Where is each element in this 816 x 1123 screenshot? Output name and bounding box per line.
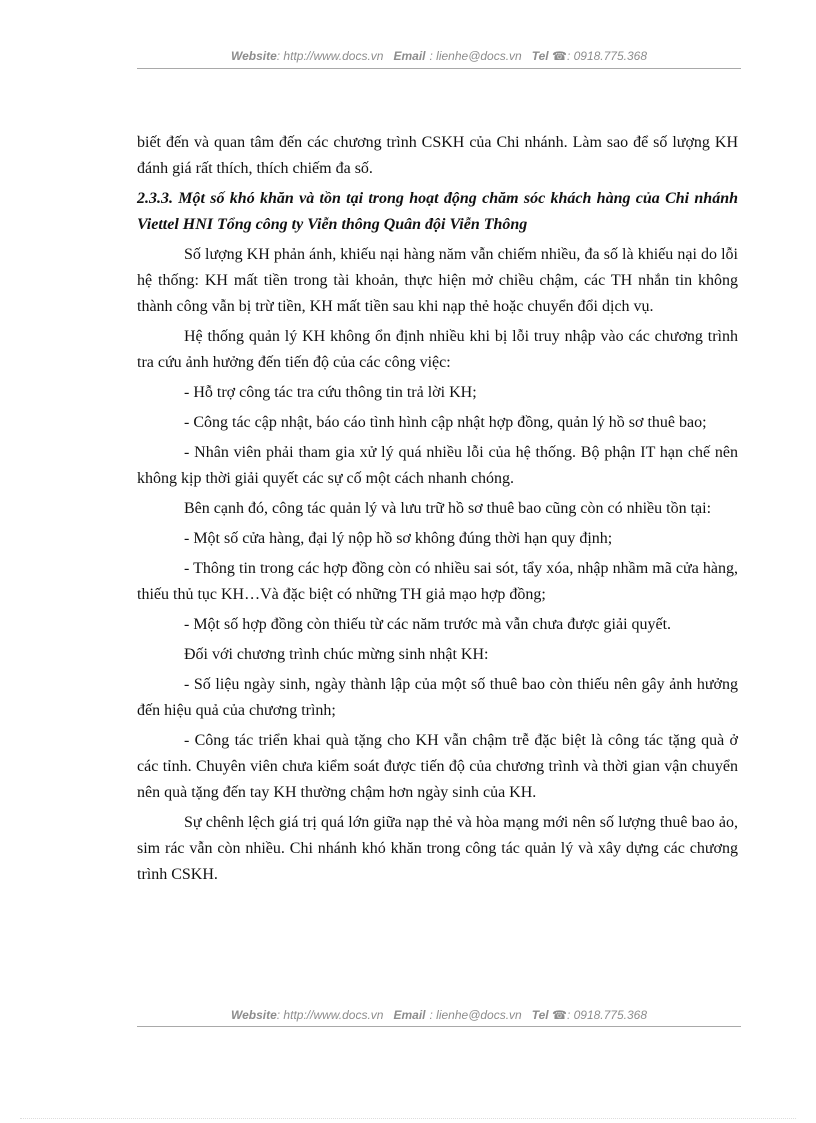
bullet-item: - Một số hợp đồng còn thiếu từ các năm trước mà vẫn chưa được giải quyết. (184, 616, 672, 633)
bullet-item: - Thông tin trong các hợp đồng còn có nhiều sai sót, tẩy xóa, nhập nhầm mã cửa hàng, thiếu thủ tục KH…Và đặc biệt có những TH giả mạo hợp đồng; (137, 560, 738, 603)
header-divider (137, 68, 741, 69)
email-label: Email (393, 1008, 426, 1022)
tel-label: Tel (531, 1008, 549, 1022)
bullet-item: - Số liệu ngày sinh, ngày thành lập của một số thuê bao còn thiếu nên gây ảnh hưởng đến hiệu quả của chương trình; (137, 676, 738, 719)
bullet-item: - Công tác cập nhật, báo cáo tình hình cập nhật hợp đồng, quản lý hồ sơ thuê bao; (184, 414, 707, 431)
bullet-item: - Công tác triển khai quà tặng cho KH vẫn chậm trễ đặc biệt là công tác tặng quà ở các tỉnh. Chuyên viên chưa kiểm soát được tiến độ của chương trình và thời gian vận chuyển nên quà tặng đến tay KH thường chậm hơn ngày sinh của KH. (137, 732, 738, 801)
intro-paragraph: biết đến và quan tâm đến các chương trình CSKH của Chi nhánh. Làm sao để số lượng KH đánh giá rất thích, thích chiếm đa số. (137, 134, 738, 177)
tel-value: : 0918.775.368 (566, 49, 648, 63)
website-value: : http://www.docs.vn (276, 1008, 384, 1022)
page-footer (137, 1008, 741, 1022)
paragraph-price-gap: Sự chênh lệch giá trị quá lớn giữa nạp thẻ và hòa mạng mới nên số lượng thuê bao ảo, sim rác vẫn còn nhiều. Chi nhánh khó khăn trong công tác quản lý và xây dựng các chương trình CSKH. (137, 814, 738, 883)
bullet-item: - Nhân viên phải tham gia xử lý quá nhiều lỗi của hệ thống. Bộ phận IT hạn chế nên không kịp thời giải quyết các sự cố một cách nhanh chóng. (137, 444, 738, 487)
footer-divider (137, 1026, 741, 1027)
document-body (137, 130, 738, 892)
paragraph-birthday: Đối với chương trình chúc mừng sinh nhật KH: (184, 646, 489, 663)
paragraph-records: Bên cạnh đó, công tác quản lý và lưu trữ hồ sơ thuê bao cũng còn có nhiều tồn tại: (184, 500, 712, 517)
bullet-item: - Hỗ trợ công tác tra cứu thông tin trả lời KH; (184, 384, 477, 401)
email-value: : lienhe@docs.vn (429, 1008, 522, 1022)
email-label: Email (393, 49, 426, 63)
tel-value: : 0918.775.368 (566, 1008, 648, 1022)
email-value: : lienhe@docs.vn (429, 49, 522, 63)
page-edge-divider (20, 1118, 796, 1119)
tel-label: Tel (531, 49, 549, 63)
phone-icon: ☎ (551, 1008, 567, 1022)
page-header (137, 49, 741, 63)
bullet-item: - Một số cửa hàng, đại lý nộp hồ sơ không đúng thời hạn quy định; (184, 530, 613, 547)
paragraph-system: Hệ thống quản lý KH không ổn định nhiều khi bị lỗi truy nhập vào các chương trình tra cứu ảnh hưởng đến tiến độ của các công việc: (137, 328, 738, 371)
website-label: Website (230, 1008, 277, 1022)
section-heading: 2.3.3. Một số khó khăn và tồn tại trong hoạt động chăm sóc khách hàng của Chi nhánh Viettel HNI Tổng công ty Viễn thông Quân đội Viễn Thông (137, 190, 738, 233)
website-label: Website (230, 49, 277, 63)
paragraph-complaints: Số lượng KH phản ánh, khiếu nại hàng năm vẫn chiếm nhiều, đa số là khiếu nại do lỗi hệ thống: KH mất tiền trong tài khoản, thực hiện mở chiều chậm, các TH nhắn tin không thành công vẫn bị trừ tiền, KH mất tiền sau khi nạp thẻ hoặc chuyển đổi dịch vụ. (137, 246, 738, 315)
phone-icon: ☎ (551, 49, 567, 63)
website-value: : http://www.docs.vn (276, 49, 384, 63)
